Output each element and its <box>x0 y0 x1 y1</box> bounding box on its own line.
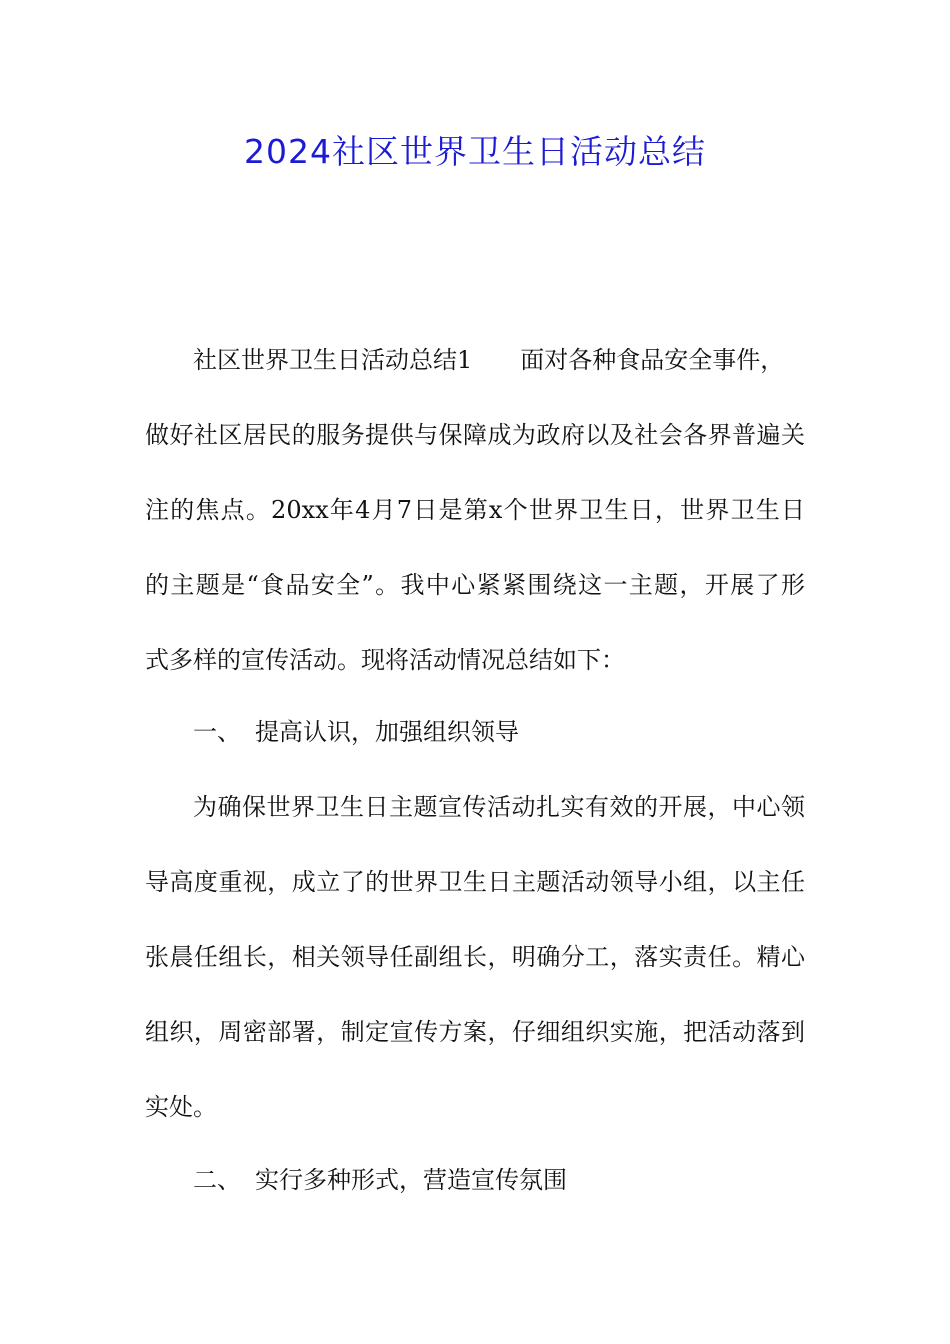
paragraph-line: 张晨任组长，相关领导任副组长，明确分工，落实责任。精心 <box>145 943 805 971</box>
paragraph-line: 的主题是“食品安全”。我中心紧紧围绕这一主题，开展了形 <box>145 571 805 599</box>
section-number: 一、 <box>193 718 241 746</box>
paragraph-line: 实处。 <box>145 1093 217 1121</box>
section-heading <box>145 712 805 752</box>
section-heading <box>145 1160 805 1200</box>
paragraph-line: 导高度重视，成立了的世界卫生日主题活动领导小组，以主任 <box>145 868 805 896</box>
paragraph-subtitle: 社区世界卫生日活动总结1 <box>193 346 473 374</box>
section-heading-text: 实行多种形式，营造宣传氛围 <box>255 1166 567 1194</box>
paragraph-line <box>145 340 805 380</box>
paragraph-line: 为确保世界卫生日主题宣传活动扎实有效的开展，中心领 <box>193 793 805 821</box>
paragraph-line: 式多样的宣传活动。现将活动情况总结如下： <box>145 646 625 674</box>
paragraph-text: 面对各种食品安全事件， <box>520 346 785 374</box>
paragraph-line: 做好社区居民的服务提供与保障成为政府以及社会各界普遍关 <box>145 421 805 449</box>
document-title: 2024社区世界卫生日活动总结 <box>244 132 706 171</box>
section-heading-text: 提高认识，加强组织领导 <box>255 718 519 746</box>
paragraph-line: 注的焦点。20xx年4月7日是第x个世界卫生日，世界卫生日 <box>145 496 805 524</box>
paragraph-line: 组织，周密部署，制定宣传方案，仔细组织实施，把活动落到 <box>145 1018 805 1046</box>
section-number: 二、 <box>193 1166 241 1194</box>
